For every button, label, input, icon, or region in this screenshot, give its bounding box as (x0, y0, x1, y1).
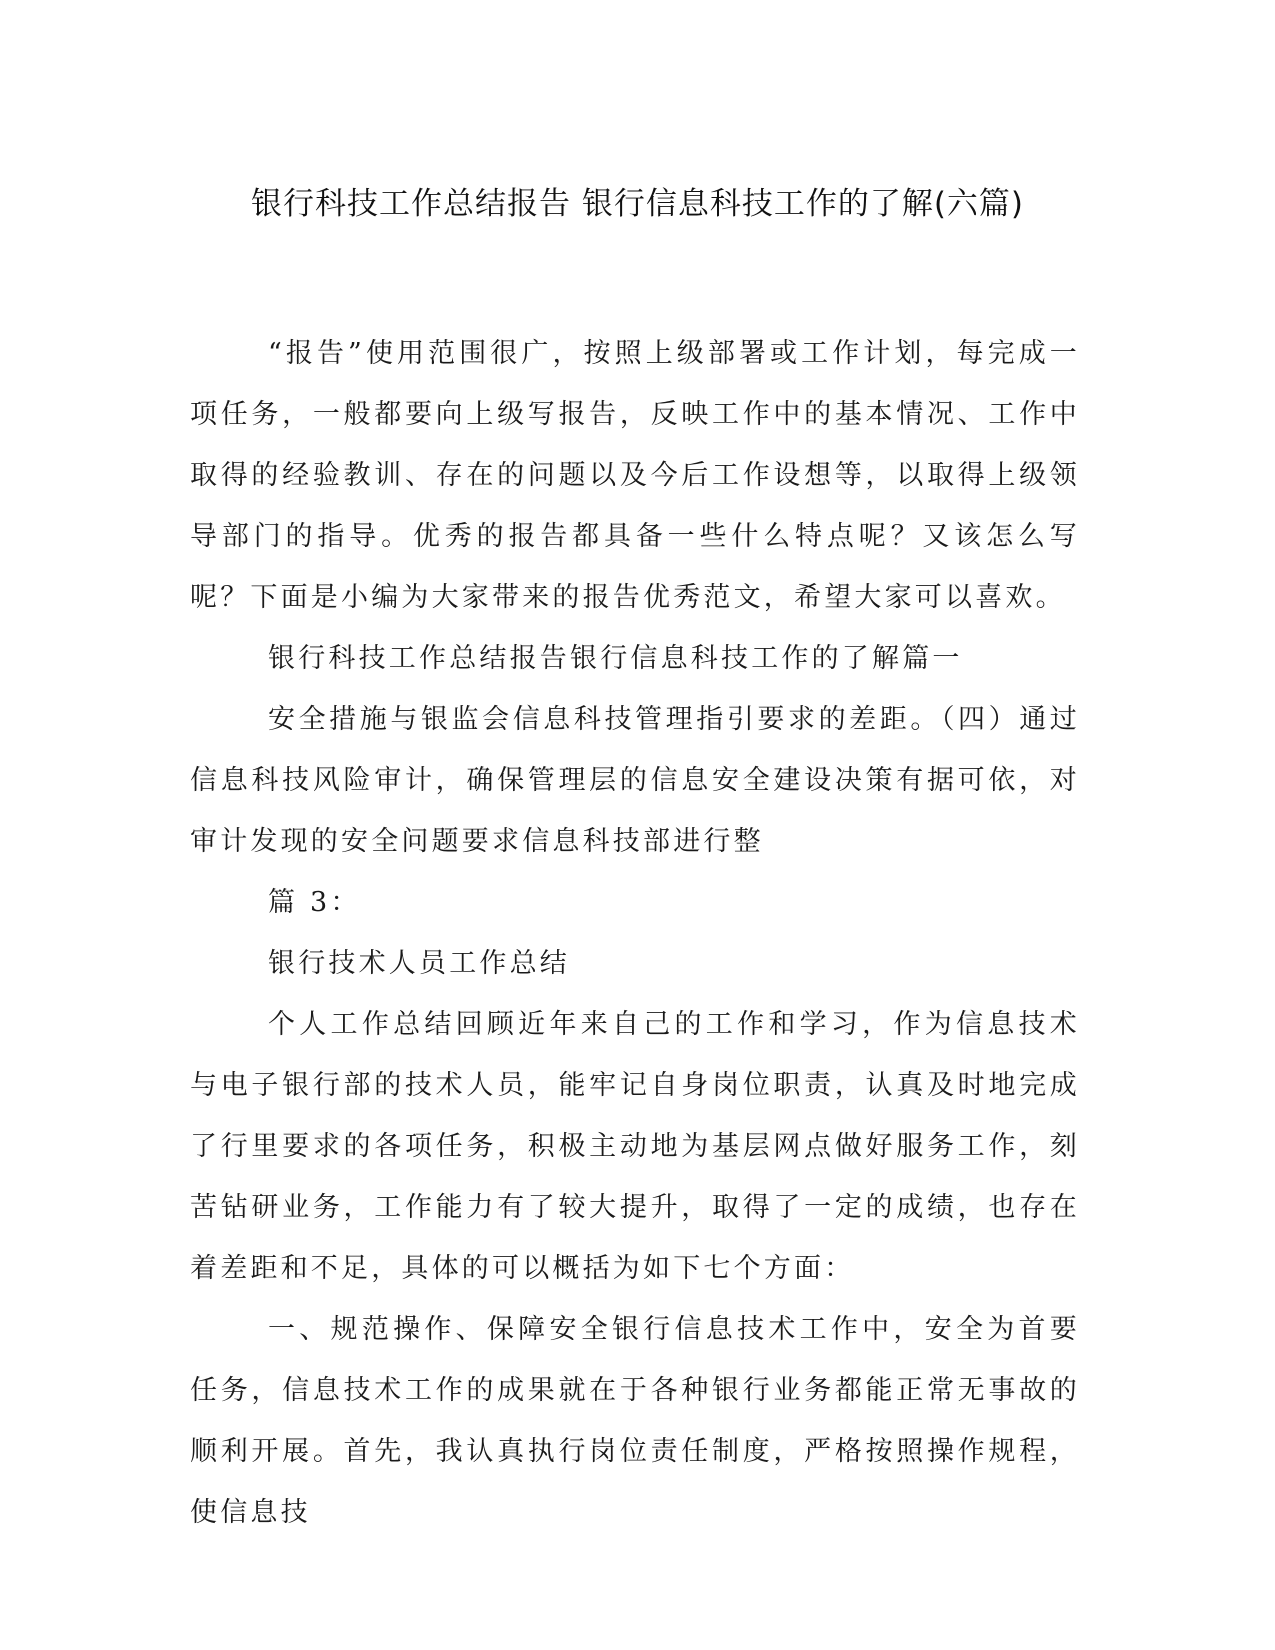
section-heading-staff-summary: 银行技术人员工作总结 (268, 948, 570, 979)
security-measures-paragraph: 安全措施与银监会信息科技管理指引要求的差距。（四）通过信息科技风险审计，确保管理层的信息安全建设决策有据可依，对审计发现的安全问题要求信息科技部进行整 (190, 704, 1080, 857)
section-heading-part-one: 银行科技工作总结报告银行信息科技工作的了解篇一 (268, 643, 963, 674)
document-title: 银行科技工作总结报告 银行信息科技工作的了解(六篇) (250, 186, 1025, 222)
standard-operation-paragraph: 一、规范操作、保障安全银行信息技术工作中，安全为首要任务，信息技术工作的成果就在于各种银行业务都能正常无事故的顺利开展。首先，我认真执行岗位责任制度，严格按照操作规程，使信息技 (190, 1314, 1080, 1528)
intro-paragraph: “报告”使用范围很广，按照上级部署或工作计划，每完成一项任务，一般都要向上级写报告，反映工作中的基本情况、工作中取得的经验教训、存在的问题以及今后工作设想等，以取得上级领导部门的指导。优秀的报告都具备一些什么特点呢？又该怎么写呢？下面是小编为大家带来的报告优秀范文，希望大家可以喜欢。 (190, 338, 1080, 613)
section-number-label: 篇 3： (268, 887, 361, 918)
personal-summary-paragraph: 个人工作总结回顾近年来自己的工作和学习，作为信息技术与电子银行部的技术人员，能牢记自身岗位职责，认真及时地完成了行里要求的各项任务，积极主动地为基层网点做好服务工作，刻苦钻研业务，工作能力有了较大提升，取得了一定的成绩，也存在着差距和不足，具体的可以概括为如下七个方面： (190, 1009, 1080, 1284)
document-body (190, 323, 1080, 1543)
